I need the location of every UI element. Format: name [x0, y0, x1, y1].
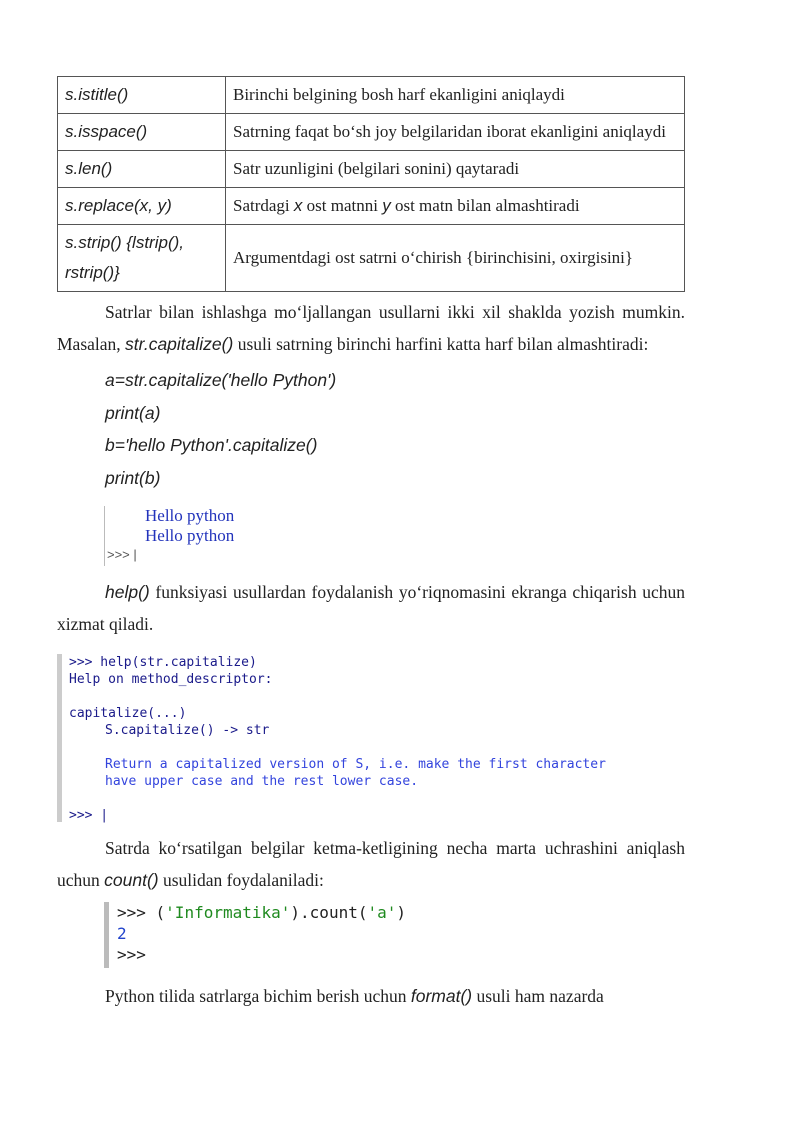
- output-screenshot: [104, 506, 685, 566]
- output-lines: Hello python Hello python: [145, 506, 235, 545]
- code-line: b='hello Python'.capitalize(): [105, 435, 318, 455]
- table-row: [58, 151, 685, 188]
- table-row: [58, 188, 685, 225]
- paragraph-capitalize: Satrlar bilan ishlashga mo‘ljallangan usullarni ikki xil shaklda yozish mumkin. Masalan, str.capitalize() usuli satrning birinchi harfini katta harf bilan almashtiradi:: [57, 302, 685, 354]
- count-screenshot: >>> ('Informatika').count('a') 2 >>>: [104, 902, 685, 968]
- paragraph-help: help() funksiyasi usullardan foydalanish yo‘riqnomasini ekranga chiqarish uchun xizmat qiladi.: [57, 582, 685, 634]
- paragraph-format: Python tilida satrlarga bichim berish uchun format() usuli ham nazarda: [105, 986, 604, 1006]
- method-name: s.len(): [58, 151, 226, 188]
- method-name: s.istitle(): [58, 77, 226, 114]
- help-screenshot: >>> help(str.capitalize) Help on method_descriptor: capitalize(...) S.capitalize() -> str Return a capitalized version of S, i.e. make the first character have upper case and the rest lower case. >>> |: [57, 654, 685, 822]
- shell-prompt: >>> |: [107, 547, 137, 562]
- code-snippet: [105, 364, 685, 494]
- table-row: [58, 77, 685, 114]
- method-description: Argumentdagi ost satrni o‘chirish {birinchisini, oxirgisini}: [226, 225, 685, 292]
- document-page: [57, 76, 685, 1012]
- method-description: Satrdagi x ost matnni y ost matn bilan almashtiradi: [226, 188, 685, 225]
- paragraph-count: Satrda ko‘rsatilgan belgilar ketma-ketligining necha marta uchrashini aniqlash uchun count() usulidan foydalaniladi:: [57, 838, 685, 890]
- table-row: [58, 225, 685, 292]
- method-name: s.strip() {lstrip(), rstrip()}: [58, 225, 226, 292]
- table-row: [58, 114, 685, 151]
- string-methods-table: [57, 76, 685, 292]
- code-line: print(a): [105, 402, 161, 423]
- code-line: print(b): [105, 467, 161, 488]
- method-description: Birinchi belgining bosh harf ekanligini aniqlaydi: [226, 77, 685, 114]
- code-line: a=str.capitalize('hello Python'): [105, 370, 337, 390]
- method-description: Satr uzunligini (belgilari sonini) qaytaradi: [226, 151, 685, 188]
- method-name: s.replace(x, y): [58, 188, 226, 225]
- method-description: Satrning faqat bo‘sh joy belgilaridan iborat ekanligini aniqlaydi: [226, 114, 685, 151]
- method-name: s.isspace(): [58, 114, 226, 151]
